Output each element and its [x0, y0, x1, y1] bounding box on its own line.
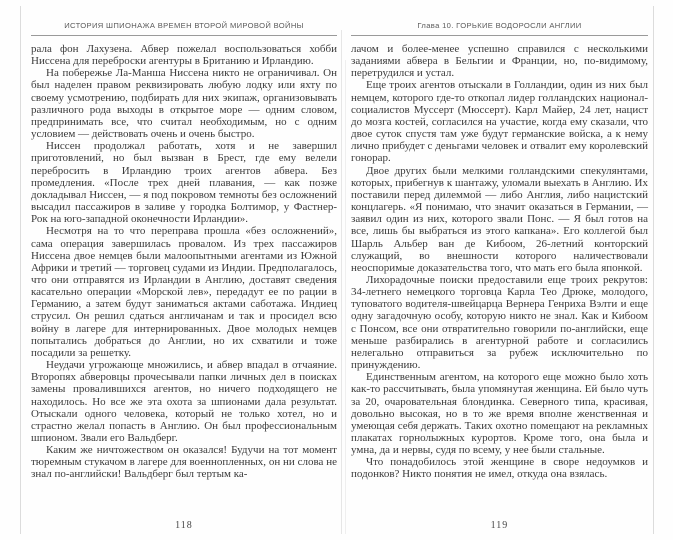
paragraph: Лихорадочные поиски предоставили еще троих рекрутов: 34-летнего немецкого торговца Карла Тео Дрюке, молодого, туповатого водителя-швейцарца Вернера Генриха Вэлти и еще одну загадочную особу, которую никто не знал. Как и Кибоом с Понсом, все они отвратительно говорили по-английски, еще меньше разбирались в агентурной работе и согласились нелегально отправиться за рубеж исключительно по принуждению.	[351, 273, 648, 372]
left-running-head: ИСТОРИЯ ШПИОНАЖА ВРЕМЕН ВТОРОЙ МИРОВОЙ ВОЙНЫ	[64, 21, 304, 30]
right-page-body	[351, 43, 648, 481]
paragraph: Единственным агентом, на которого еще можно было хоть как-то рассчитывать, была упомянутая женщина. Ей было чуть за 20, очаровательная блондинка. Северного типа, красивая, довольно высокая, но в то же время вполне женственная и умеющая себя держать. Таких охотно помещают на рекламных плакатах горнолыжных курортов. Кроме того, она была и умна, да и нервы, судя по всему, у нее были стальные.	[351, 371, 648, 457]
left-page-number: 118	[175, 520, 193, 531]
paragraph: Еще троих агентов отыскали в Голландии, один из них был немцем, которого где-то откопал лидер голландских национал-социалистов Муссерт (Мюссерт). Карл Майер, 24 лет, нацист до мозга костей, согласился на участие, когда ему сказали, что двое суток спустя там уже будут германские войска, а к нему лично прибудет с деньгами человек и отвалит ему королевский гонорар.	[351, 79, 648, 165]
left-header-rule	[31, 35, 337, 36]
page-edge-line-left	[20, 6, 21, 534]
paragraph: На побережье Ла-Манша Ниссена никто не ограничивал. Он был наделен правом реквизировать любую лодку или яхту по своему усмотрению, подбирать для них экипаж, организовывать различного рода выходы в открытое море — одним словом, предпринимать все, что считал необходимым, но с одним условием — действовать очень и очень быстро.	[31, 67, 337, 141]
paragraph: Ниссен продолжал работать, хотя и не завершил приготовлений, но был вызван в Брест, где ему велели перебросить в Ирландию троих агентов абвера. Без промедления. «После трех дней плавания, — как позже докладывал Ниссен, — я под покровом темноты без осложнений высадил пассажиров в заливе у городка Болтимор, у Фастнер-Рок на юго-западной оконечности Ирландии».	[31, 140, 337, 226]
right-page-number: 119	[490, 520, 509, 531]
left-page	[31, 14, 337, 534]
paragraph: Что понадобилось этой женщине в своре недоумков и подонков? Никто понятия не имел, откуда она взялась.	[351, 456, 648, 481]
right-running-head: Глава 10. ГОРЬКИЕ ВОДОРОСЛИ АНГЛИИ	[417, 21, 582, 30]
paragraph: Каким же ничтожеством он оказался! Будучи на тот момент тюремным стукачом в лагере для военнопленных, он ни слова не знал по-английски! Вальдберг был тертым ка-	[31, 444, 337, 481]
paragraph: Двое других были мелкими голландскими спекулянтами, которых, прибегнув к шантажу, уломали выехать в Англию. Их поставили перед дилеммой — либо Англия, либо нацистский концлагерь. «Я понимаю, что значит оказаться в Германии, — заявил один из них, которого звали Понс. — Я был готов на все, лишь бы выбраться из этого капкана». Его коллегой был Шарль Альбер ван де Кибоом, 26-летний конторский служащий, во внешности которого наличествовали неоспоримые доказательства того, что мать его была японкой.	[351, 164, 648, 274]
paragraph: лачом и более-менее успешно справился с несколькими заданиями абвера в Бельгии и Франции, но, по-видимому, перетрудился и устал.	[351, 43, 648, 80]
right-header-rule	[351, 35, 648, 36]
spine-line-faint	[345, 60, 346, 534]
paragraph: Неудачи угрожающе множились, и абвер впадал в отчаяние. Второпях абверовцы прочесывали папки личных дел в поисках замены провалившихся агентов, но ничего подходящего не находилось. Но все же эта охота за шпионами дала результат. Отыскали одного человека, который не только хотел, но и страстно желал попасть в Англию. Он был профессиональным шпионом. Звали его Вальдберг.	[31, 359, 337, 444]
page-edge-line-right	[653, 6, 654, 534]
spine-line	[341, 30, 342, 534]
paragraph: Несмотря на то что переправа прошла «без осложнений», сама операция завершилась провалом. Из трех пассажиров Ниссена двое немцев были малоопытными агентами из Южной Африки и третий — торговец судами из Индии. Предполагалось, что они отправятся из Ирландии в Англию, доставят сведения касательно операции «Морской лев», передадут ее по рации в Германию, а затем будут заниматься актами саботажа. Индиец струсил. Он решил сдаться англичанам и так и просидел всю войну в лагере для интернированных. Двое молодых немцев попытались добраться до Англии, но их схватили и тоже посадили за решетку.	[31, 225, 337, 359]
right-page	[351, 14, 648, 534]
paragraph: рала фон Лахузена. Абвер пожелал воспользоваться хобби Ниссена для переброски агентуры в Британию и Ирландию.	[31, 43, 337, 68]
left-page-body	[31, 43, 337, 481]
